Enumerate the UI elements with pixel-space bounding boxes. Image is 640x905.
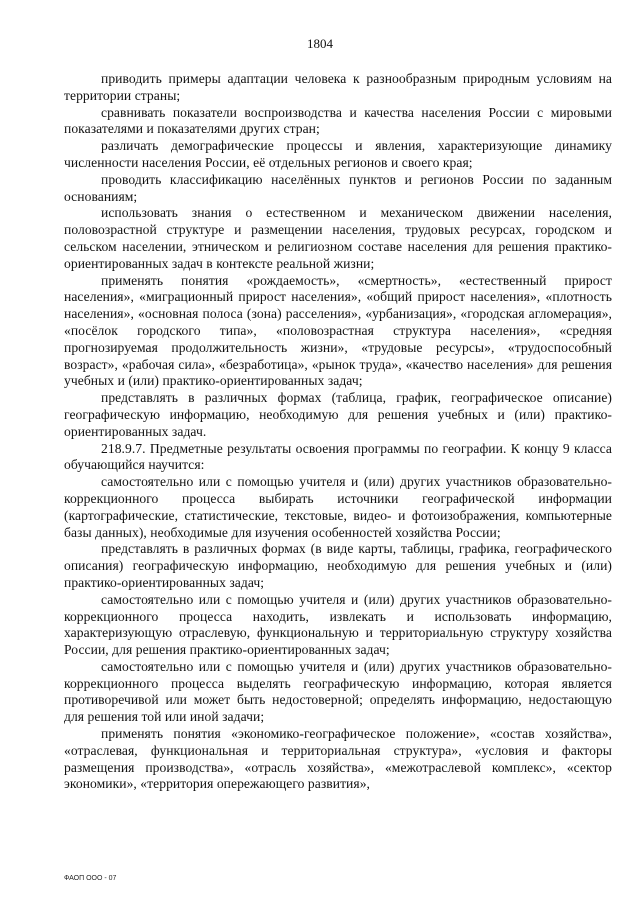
footer-doc-code: ФАОП ООО - 07 (64, 875, 117, 882)
section-heading-paragraph: 218.9.7. Предметные результаты освоения программы по географии. К концу 9 класса обучающийся научится: (64, 440, 612, 473)
paragraph: различать демографические процессы и явления, характеризующие динамику численности населения России, её отдельных регионов и своего края; (64, 138, 612, 170)
paragraph: сравнивать показатели воспроизводства и качества населения России с мировыми показателями и показателями других стран; (64, 104, 612, 137)
paragraph: проводить классификацию населённых пунктов и регионов России по заданным основаниям; (64, 171, 612, 204)
document-body (64, 71, 612, 793)
page-number: 1804 (307, 36, 333, 51)
paragraph: представлять в различных формах (таблица, график, географическое описание) географическую информацию, необходимую для решения учебных и (или) практико-ориентированных задач. (64, 390, 612, 439)
paragraph: применять понятия «рождаемость», «смертность», «естественный прирост населения», «миграционный прирост населения», «общий прирост населения», «плотность населения», «основная полоса (зона) расселения», «урбанизация», «городская агломерация», «посёлок городского типа», «половозрастная структура населения», «средняя прогнозируемая продолжительность жизни», «трудовые ресурсы», «трудоспособный возраст», «рабочая сила», «безработица», «рынок труда», «качество населения» для решения учебных и (или) практико-ориентированных задач; (64, 272, 612, 389)
paragraph: использовать знания о естественном и механическом движении населения, половозрастной структуре и размещении населения, трудовых ресурсах, городском и сельском населении, этническом и религиозном составе населения для решения практико-ориентированных задач в контексте реальной жизни; (64, 205, 612, 271)
paragraph: приводить примеры адаптации человека к разнообразным природным условиям на территории страны; (64, 71, 612, 103)
paragraph: представлять в различных формах (в виде карты, таблицы, графика, географического описания) географическую информацию, необходимую для решения учебных и (или) практико-ориентированных задач; (64, 541, 612, 590)
paragraph: самостоятельно или с помощью учителя и (или) других участников образовательно-коррекционного процесса выделять географическую информацию, которая является противоречивой или может быть недостоверной; определять информацию, недостающую для решения той или иной задачи; (64, 658, 612, 725)
paragraph: применять понятия «экономико-географическое положение», «состав хозяйства», «отраслевая, функциональная и территориальная структура», «условия и факторы размещения производства», «отрасль хозяйства», «межотраслевой комплекс», «сектор экономики», «территория опережающего развития», (64, 726, 612, 792)
paragraph: самостоятельно или с помощью учителя и (или) других участников образовательно-коррекционного процесса находить, извлекать и использовать информацию, характеризующую отраслевую, функциональную и территориальную структуру хозяйства России, для решения практико-ориентированных задач; (64, 591, 612, 658)
paragraph: самостоятельно или с помощью учителя и (или) других участников образовательно-коррекционного процесса выбирать источники географической информации (картографические, статистические, текстовые, видео- и фотоизображения, компьютерные базы данных), необходимые для изучения особенностей хозяйства России; (64, 474, 612, 540)
